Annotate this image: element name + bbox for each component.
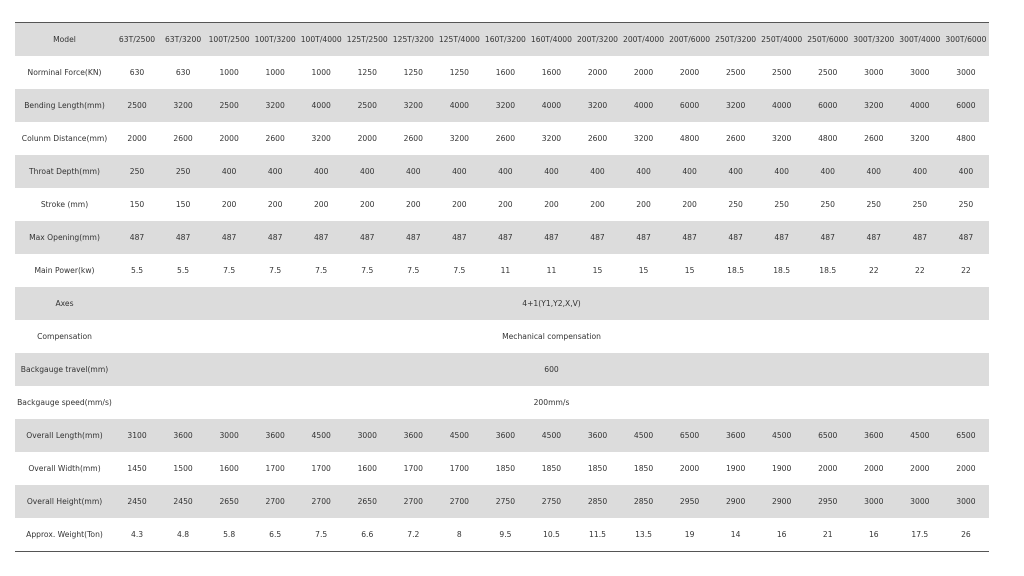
table-cell: 2700 bbox=[436, 485, 482, 518]
model-header-cell: 100T/4000 bbox=[298, 23, 344, 57]
table-cell: 3600 bbox=[574, 419, 620, 452]
table-cell: 2950 bbox=[805, 485, 851, 518]
table-cell: 487 bbox=[390, 221, 436, 254]
row-label: Bending Length(mm) bbox=[15, 89, 114, 122]
table-cell: 250 bbox=[114, 155, 160, 188]
table-cell: 6000 bbox=[805, 89, 851, 122]
table-cell: 4000 bbox=[897, 89, 943, 122]
table-cell: 3000 bbox=[910, 67, 930, 77]
row-label: Throat Depth(mm) bbox=[15, 155, 114, 188]
table-cell: 15 bbox=[592, 265, 603, 275]
table-cell: 630 bbox=[129, 67, 145, 77]
model-header-cell: 160T/3200 bbox=[482, 23, 528, 57]
table-cell: 487 bbox=[759, 221, 805, 254]
table-cell: 400 bbox=[805, 155, 851, 188]
table-cell: 1900 bbox=[772, 463, 792, 473]
table-cell: 4800 bbox=[956, 133, 976, 143]
table-cell: 487 bbox=[482, 221, 528, 254]
table-cell: 2600 bbox=[173, 133, 193, 143]
row-label: Compensation bbox=[37, 331, 92, 341]
table-cell: 6.5 bbox=[252, 518, 298, 552]
table-cell: 14 bbox=[713, 518, 759, 552]
table-cell: 3600 bbox=[390, 419, 436, 452]
model-header-cell: 250T/3200 bbox=[713, 23, 759, 57]
table-cell: 487 bbox=[436, 221, 482, 254]
table-cell: 4.3 bbox=[114, 518, 160, 552]
table-cell: 3200 bbox=[252, 89, 298, 122]
table-cell: 400 bbox=[390, 155, 436, 188]
table-cell: 7.5 bbox=[453, 265, 466, 275]
table-cell: 22 bbox=[961, 265, 971, 275]
table-cell: 1600 bbox=[357, 463, 377, 473]
row-label: Overall Width(mm) bbox=[28, 463, 101, 473]
table-cell: 8 bbox=[436, 518, 482, 552]
table-cell: 9.5 bbox=[482, 518, 528, 552]
table-cell: 250 bbox=[774, 199, 789, 209]
table-cell: 2700 bbox=[252, 485, 298, 518]
table-row bbox=[15, 89, 989, 122]
table-cell: 2600 bbox=[587, 133, 608, 143]
table-cell: 487 bbox=[114, 221, 160, 254]
table-cell: 3600 bbox=[252, 419, 298, 452]
table-cell: 150 bbox=[175, 199, 191, 209]
table-cell: 400 bbox=[482, 155, 528, 188]
table-cell: 400 bbox=[943, 155, 989, 188]
table-cell: 2750 bbox=[482, 485, 528, 518]
table-cell: 400 bbox=[667, 155, 713, 188]
table-cell: 400 bbox=[436, 155, 482, 188]
table-cell: 2600 bbox=[495, 133, 516, 143]
table-cell: 3200 bbox=[851, 89, 897, 122]
table-cell: 2500 bbox=[725, 67, 746, 77]
model-header-cell: 63T/3200 bbox=[160, 23, 206, 57]
merged-cell: Mechanical compensation bbox=[502, 331, 601, 341]
table-cell: 4000 bbox=[759, 89, 805, 122]
table-cell: 3000 bbox=[897, 485, 943, 518]
table-cell: 6000 bbox=[943, 89, 989, 122]
model-header-cell: 125T/4000 bbox=[436, 23, 482, 57]
table-cell: 1250 bbox=[403, 67, 423, 77]
table-cell: 2000 bbox=[818, 463, 838, 473]
table-cell: 1500 bbox=[173, 463, 193, 473]
table-cell: 2500 bbox=[344, 89, 390, 122]
table-cell: 2000 bbox=[956, 463, 976, 473]
table-cell: 3200 bbox=[160, 89, 206, 122]
row-label: Norminal Force(KN) bbox=[27, 67, 102, 77]
table-cell: 487 bbox=[252, 221, 298, 254]
table-cell: 200 bbox=[313, 199, 329, 209]
table-cell: 4000 bbox=[528, 89, 574, 122]
table-cell: 3600 bbox=[482, 419, 528, 452]
table-cell: 487 bbox=[851, 221, 897, 254]
table-cell: 1700 bbox=[311, 463, 331, 473]
table-cell: 3000 bbox=[851, 485, 897, 518]
table-cell: 3200 bbox=[311, 133, 331, 143]
model-header-cell: 100T/2500 bbox=[206, 23, 252, 57]
table-cell: 18.5 bbox=[819, 265, 837, 275]
table-cell: 1850 bbox=[495, 463, 516, 473]
table-cell: 2900 bbox=[713, 485, 759, 518]
table-cell: 1700 bbox=[449, 463, 470, 473]
table-cell: 487 bbox=[667, 221, 713, 254]
table-cell: 7.2 bbox=[390, 518, 436, 552]
table-cell: 2900 bbox=[759, 485, 805, 518]
table-cell: 4500 bbox=[298, 419, 344, 452]
table-cell: 487 bbox=[528, 221, 574, 254]
table-cell: 1600 bbox=[495, 67, 516, 77]
table-cell: 5.8 bbox=[206, 518, 252, 552]
table-cell: 200 bbox=[360, 199, 375, 209]
table-cell: 4500 bbox=[528, 419, 574, 452]
spec-table-wrapper bbox=[15, 22, 989, 552]
table-cell: 3000 bbox=[943, 485, 989, 518]
table-cell: 1700 bbox=[265, 463, 285, 473]
table-cell: 6000 bbox=[667, 89, 713, 122]
table-cell: 2600 bbox=[265, 133, 285, 143]
table-cell: 2950 bbox=[667, 485, 713, 518]
table-cell: 3600 bbox=[160, 419, 206, 452]
table-cell: 250 bbox=[912, 199, 928, 209]
table-cell: 2600 bbox=[403, 133, 423, 143]
table-cell: 1250 bbox=[357, 67, 377, 77]
table-cell: 2000 bbox=[357, 133, 377, 143]
table-cell: 1600 bbox=[541, 67, 562, 77]
table-cell: 1600 bbox=[219, 463, 239, 473]
table-cell: 487 bbox=[621, 221, 667, 254]
table-row bbox=[15, 221, 989, 254]
table-cell: 400 bbox=[713, 155, 759, 188]
table-cell: 6500 bbox=[667, 419, 713, 452]
table-cell: 1850 bbox=[633, 463, 654, 473]
table-row bbox=[15, 452, 989, 485]
table-cell: 487 bbox=[298, 221, 344, 254]
table-cell: 2600 bbox=[725, 133, 746, 143]
table-cell: 2000 bbox=[864, 463, 884, 473]
row-label: Axes bbox=[15, 287, 114, 320]
header-row bbox=[15, 23, 989, 57]
table-cell: 11.5 bbox=[574, 518, 620, 552]
table-cell: 200 bbox=[406, 199, 421, 209]
table-cell: 250 bbox=[728, 199, 743, 209]
table-cell: 400 bbox=[252, 155, 298, 188]
model-header-cell: 250T/6000 bbox=[805, 23, 851, 57]
table-row bbox=[15, 386, 989, 419]
table-cell: 487 bbox=[713, 221, 759, 254]
table-cell: 400 bbox=[298, 155, 344, 188]
table-cell: 2850 bbox=[621, 485, 667, 518]
model-header-cell: 200T/6000 bbox=[667, 23, 713, 57]
table-cell: 487 bbox=[344, 221, 390, 254]
table-cell: 15 bbox=[638, 265, 649, 275]
row-label: Overall Height(mm) bbox=[15, 485, 114, 518]
table-cell: 1850 bbox=[587, 463, 608, 473]
table-cell: 1450 bbox=[127, 463, 147, 473]
model-header-cell: 200T/3200 bbox=[574, 23, 620, 57]
header-label: Model bbox=[15, 23, 114, 57]
table-cell: 16 bbox=[759, 518, 805, 552]
table-cell: 7.5 bbox=[269, 265, 282, 275]
table-cell: 3600 bbox=[851, 419, 897, 452]
row-label: Backgauge speed(mm/s) bbox=[17, 397, 112, 407]
table-cell: 400 bbox=[621, 155, 667, 188]
table-cell: 630 bbox=[175, 67, 191, 77]
table-cell: 2000 bbox=[679, 67, 700, 77]
table-cell: 3000 bbox=[206, 419, 252, 452]
table-cell: 1000 bbox=[265, 67, 285, 77]
table-cell: 22 bbox=[914, 265, 925, 275]
table-cell: 2700 bbox=[390, 485, 436, 518]
table-cell: 2600 bbox=[864, 133, 884, 143]
row-label: Approx. Weight(Ton) bbox=[15, 518, 114, 552]
table-cell: 487 bbox=[943, 221, 989, 254]
table-cell: 2500 bbox=[114, 89, 160, 122]
table-row bbox=[15, 419, 989, 452]
table-cell: 400 bbox=[206, 155, 252, 188]
row-label: Main Power(kw) bbox=[34, 265, 95, 275]
model-header-cell: 300T/6000 bbox=[943, 23, 989, 57]
table-cell: 3200 bbox=[910, 133, 930, 143]
merged-cell: 600 bbox=[114, 353, 989, 386]
table-cell: 2850 bbox=[574, 485, 620, 518]
table-cell: 4800 bbox=[818, 133, 838, 143]
table-cell: 4500 bbox=[621, 419, 667, 452]
table-cell: 250 bbox=[958, 199, 974, 209]
table-row bbox=[15, 485, 989, 518]
table-cell: 2450 bbox=[114, 485, 160, 518]
table-cell: 400 bbox=[851, 155, 897, 188]
table-row bbox=[15, 320, 989, 353]
table-cell: 3200 bbox=[390, 89, 436, 122]
table-cell: 3200 bbox=[482, 89, 528, 122]
table-cell: 4.8 bbox=[160, 518, 206, 552]
table-cell: 200 bbox=[221, 199, 237, 209]
table-row bbox=[15, 122, 989, 155]
row-label: Colunm Distance(mm) bbox=[21, 133, 108, 143]
table-cell: 250 bbox=[866, 199, 882, 209]
table-cell: 3200 bbox=[449, 133, 470, 143]
table-cell: 200 bbox=[452, 199, 467, 209]
table-row bbox=[15, 56, 989, 89]
table-row bbox=[15, 518, 989, 552]
merged-cell: 4+1(Y1,Y2,X,V) bbox=[114, 287, 989, 320]
table-cell: 16 bbox=[851, 518, 897, 552]
table-cell: 4000 bbox=[621, 89, 667, 122]
model-header-cell: 200T/4000 bbox=[621, 23, 667, 57]
merged-cell: 200mm/s bbox=[533, 397, 570, 407]
table-cell: 1900 bbox=[725, 463, 746, 473]
table-row bbox=[15, 353, 989, 386]
spec-table bbox=[15, 22, 989, 552]
table-cell: 18.5 bbox=[773, 265, 791, 275]
row-label: Stroke (mm) bbox=[40, 199, 89, 209]
table-cell: 2000 bbox=[127, 133, 147, 143]
table-cell: 26 bbox=[943, 518, 989, 552]
table-cell: 400 bbox=[897, 155, 943, 188]
table-cell: 200 bbox=[267, 199, 283, 209]
table-cell: 487 bbox=[897, 221, 943, 254]
table-cell: 7.5 bbox=[298, 518, 344, 552]
table-cell: 2650 bbox=[344, 485, 390, 518]
model-header-cell: 300T/3200 bbox=[851, 23, 897, 57]
table-cell: 19 bbox=[667, 518, 713, 552]
table-cell: 200 bbox=[544, 199, 559, 209]
table-cell: 6500 bbox=[805, 419, 851, 452]
table-cell: 200 bbox=[590, 199, 605, 209]
table-cell: 7.5 bbox=[407, 265, 420, 275]
table-cell: 5.5 bbox=[130, 265, 144, 275]
table-cell: 4800 bbox=[679, 133, 700, 143]
table-cell: 150 bbox=[129, 199, 145, 209]
table-cell: 1000 bbox=[311, 67, 331, 77]
table-cell: 2500 bbox=[772, 67, 792, 77]
table-cell: 200 bbox=[498, 199, 513, 209]
model-header-cell: 160T/4000 bbox=[528, 23, 574, 57]
table-cell: 13.5 bbox=[621, 518, 667, 552]
table-cell: 4500 bbox=[436, 419, 482, 452]
table-cell: 487 bbox=[160, 221, 206, 254]
table-cell: 3200 bbox=[633, 133, 654, 143]
row-label: Backgauge travel(mm) bbox=[15, 353, 114, 386]
table-cell: 11 bbox=[500, 265, 511, 275]
table-cell: 1700 bbox=[403, 463, 423, 473]
table-cell: 17.5 bbox=[897, 518, 943, 552]
table-cell: 250 bbox=[160, 155, 206, 188]
table-cell: 3200 bbox=[772, 133, 792, 143]
table-cell: 3100 bbox=[114, 419, 160, 452]
model-header-cell: 100T/3200 bbox=[252, 23, 298, 57]
table-cell: 2000 bbox=[587, 67, 608, 77]
table-cell: 10.5 bbox=[528, 518, 574, 552]
table-cell: 487 bbox=[574, 221, 620, 254]
model-header-cell: 250T/4000 bbox=[759, 23, 805, 57]
table-cell: 2000 bbox=[679, 463, 700, 473]
table-cell: 3000 bbox=[344, 419, 390, 452]
table-cell: 4500 bbox=[759, 419, 805, 452]
table-cell: 1250 bbox=[449, 67, 470, 77]
table-cell: 6.6 bbox=[344, 518, 390, 552]
table-cell: 11 bbox=[546, 265, 557, 275]
table-cell: 2450 bbox=[160, 485, 206, 518]
table-cell: 6500 bbox=[943, 419, 989, 452]
table-cell: 3200 bbox=[713, 89, 759, 122]
model-header-cell: 125T/2500 bbox=[344, 23, 390, 57]
row-label: Overall Length(mm) bbox=[15, 419, 114, 452]
table-cell: 4000 bbox=[298, 89, 344, 122]
table-cell: 2500 bbox=[206, 89, 252, 122]
table-cell: 15 bbox=[684, 265, 695, 275]
table-cell: 2750 bbox=[528, 485, 574, 518]
table-cell: 2000 bbox=[219, 133, 239, 143]
row-label: Max Opening(mm) bbox=[15, 221, 114, 254]
table-cell: 487 bbox=[206, 221, 252, 254]
table-cell: 200 bbox=[636, 199, 651, 209]
table-cell: 4000 bbox=[436, 89, 482, 122]
table-row bbox=[15, 254, 989, 287]
table-cell: 400 bbox=[344, 155, 390, 188]
table-cell: 3200 bbox=[541, 133, 562, 143]
table-cell: 250 bbox=[820, 199, 835, 209]
table-cell: 7.5 bbox=[223, 265, 236, 275]
table-cell: 1850 bbox=[541, 463, 562, 473]
model-header-cell: 63T/2500 bbox=[114, 23, 160, 57]
table-cell: 2000 bbox=[633, 67, 654, 77]
table-row bbox=[15, 188, 989, 221]
model-header-cell: 125T/3200 bbox=[390, 23, 436, 57]
table-cell: 3000 bbox=[956, 67, 976, 77]
table-cell: 2700 bbox=[298, 485, 344, 518]
table-cell: 3600 bbox=[713, 419, 759, 452]
table-cell: 2000 bbox=[910, 463, 930, 473]
table-cell: 3200 bbox=[574, 89, 620, 122]
model-header-cell: 300T/4000 bbox=[897, 23, 943, 57]
table-cell: 7.5 bbox=[361, 265, 374, 275]
table-cell: 2650 bbox=[206, 485, 252, 518]
table-cell: 2500 bbox=[818, 67, 838, 77]
table-cell: 18.5 bbox=[727, 265, 745, 275]
table-cell: 4500 bbox=[897, 419, 943, 452]
table-cell: 400 bbox=[759, 155, 805, 188]
table-cell: 5.5 bbox=[177, 265, 190, 275]
table-cell: 21 bbox=[805, 518, 851, 552]
table-row bbox=[15, 287, 989, 320]
table-cell: 200 bbox=[682, 199, 697, 209]
table-cell: 3000 bbox=[864, 67, 884, 77]
table-cell: 400 bbox=[574, 155, 620, 188]
table-cell: 22 bbox=[868, 265, 879, 275]
table-row bbox=[15, 155, 989, 188]
table-cell: 400 bbox=[528, 155, 574, 188]
table-cell: 7.5 bbox=[315, 265, 328, 275]
table-cell: 487 bbox=[805, 221, 851, 254]
table-cell: 1000 bbox=[219, 67, 239, 77]
